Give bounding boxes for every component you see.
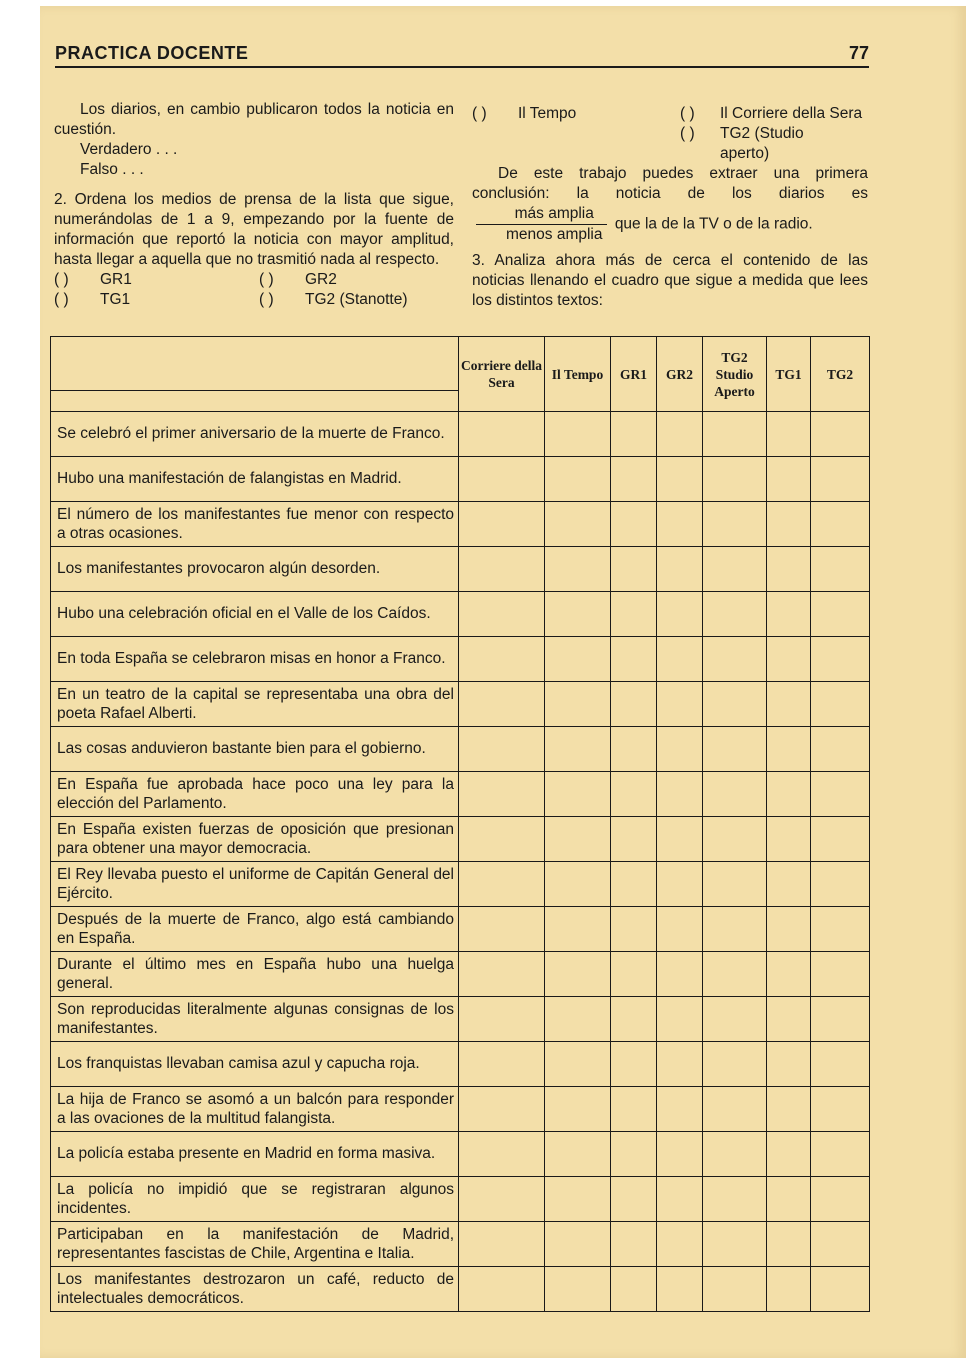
answer-cell[interactable] (811, 772, 870, 817)
answer-cell[interactable] (703, 412, 767, 457)
conclusion-text (472, 164, 868, 245)
answer-cell[interactable] (767, 457, 811, 502)
answer-cell[interactable] (767, 907, 811, 952)
statement-cell: La policía no impidió que se registraran algunos incidentes. (51, 1177, 459, 1222)
answer-cell[interactable] (811, 637, 870, 682)
conclusion-end: que la de la TV o de la radio. (614, 215, 813, 233)
answer-cell[interactable] (545, 1222, 611, 1267)
option-label: GR2 (305, 271, 337, 288)
answer-cell[interactable] (811, 457, 870, 502)
answer-cell[interactable] (811, 1267, 870, 1312)
answer-cell[interactable] (611, 1177, 657, 1222)
answer-cell[interactable] (545, 502, 611, 547)
answer-cell[interactable] (811, 997, 870, 1042)
option-label: GR1 (100, 271, 132, 288)
answer-cell[interactable] (611, 592, 657, 637)
answer-cell[interactable] (545, 457, 611, 502)
answer-cell[interactable] (767, 817, 811, 862)
answer-cell[interactable] (459, 547, 545, 592)
answer-cell[interactable] (703, 817, 767, 862)
statement-cell: Participaban en la manifestación de Madrid, representantes fascistas de Chile, Argentina e Italia. (51, 1222, 459, 1267)
table-row (51, 637, 870, 682)
answer-cell[interactable] (703, 547, 767, 592)
answer-cell[interactable] (767, 637, 811, 682)
answer-cell[interactable] (459, 1042, 545, 1087)
column-header: TG1 (767, 337, 811, 412)
answer-cell[interactable] (611, 952, 657, 997)
column-header: GR1 (611, 337, 657, 412)
table-row (51, 907, 870, 952)
answer-cell[interactable] (657, 727, 703, 772)
table-row (51, 682, 870, 727)
answer-cell[interactable] (459, 862, 545, 907)
answer-cell[interactable] (611, 1132, 657, 1177)
answer-cell[interactable] (657, 502, 703, 547)
answer-cell[interactable] (767, 1222, 811, 1267)
answer-cell[interactable] (459, 502, 545, 547)
answer-cell[interactable] (611, 817, 657, 862)
answer-cell[interactable] (459, 907, 545, 952)
answer-cell[interactable] (545, 637, 611, 682)
answer-cell[interactable] (459, 997, 545, 1042)
answer-cell[interactable] (611, 547, 657, 592)
answer-cell[interactable] (767, 1042, 811, 1087)
answer-cell[interactable] (545, 862, 611, 907)
table-row (51, 772, 870, 817)
answer-cell[interactable] (611, 502, 657, 547)
answer-cell[interactable] (767, 412, 811, 457)
answer-cell[interactable] (703, 1087, 767, 1132)
statement-cell: Hubo una manifestación de falangistas en Madrid. (51, 457, 459, 502)
answer-cell[interactable] (545, 1132, 611, 1177)
page-number: 77 (848, 43, 869, 63)
option-label: Il Corriere della Sera (720, 105, 863, 122)
answer-cell[interactable] (811, 727, 870, 772)
answer-cell[interactable] (545, 682, 611, 727)
statement-text: Los diarios, en cambio publicaron todos la noticia en cuestión. (54, 101, 454, 138)
answer-cell[interactable] (811, 907, 870, 952)
column-header: GR2 (657, 337, 703, 412)
answer-cell[interactable] (811, 682, 870, 727)
checkbox[interactable]: ( ) (472, 105, 487, 122)
answer-cell[interactable] (703, 682, 767, 727)
answer-cell[interactable] (545, 772, 611, 817)
answer-cell[interactable] (811, 547, 870, 592)
answer-cell[interactable] (459, 637, 545, 682)
more-ample-option: más amplia (476, 204, 607, 225)
answer-cell[interactable] (767, 772, 811, 817)
table-row (51, 1042, 870, 1087)
answer-cell[interactable] (545, 727, 611, 772)
answer-cell[interactable] (657, 772, 703, 817)
answer-cell[interactable] (459, 772, 545, 817)
answer-cell[interactable] (657, 997, 703, 1042)
answer-cell[interactable] (703, 1042, 767, 1087)
check-item (54, 270, 259, 290)
right-column (472, 104, 868, 311)
answer-cell[interactable] (703, 862, 767, 907)
statement-cell: Las cosas anduvieron bastante bien para el gobierno. (51, 727, 459, 772)
answer-cell[interactable] (545, 817, 611, 862)
table-row (51, 457, 870, 502)
answer-cell[interactable] (767, 862, 811, 907)
check-stack (678, 104, 868, 164)
answer-cell[interactable] (811, 1087, 870, 1132)
answer-cell[interactable] (767, 997, 811, 1042)
statement-cell: El Rey llevaba puesto el uniforme de Capitán General del Ejército. (51, 862, 459, 907)
table-row (51, 862, 870, 907)
answer-cell[interactable] (657, 1177, 703, 1222)
answer-cell[interactable] (657, 1042, 703, 1087)
answer-cell[interactable] (657, 1087, 703, 1132)
answer-cell[interactable] (611, 862, 657, 907)
answer-cell[interactable] (703, 1222, 767, 1267)
answer-cell[interactable] (811, 1042, 870, 1087)
answer-cell[interactable] (611, 682, 657, 727)
answer-cell[interactable] (767, 952, 811, 997)
true-option: Verdadero . . . (80, 141, 178, 158)
answer-cell[interactable] (459, 457, 545, 502)
option-label: Il Tempo (518, 105, 577, 122)
answer-cell[interactable] (657, 817, 703, 862)
question-2: 2. Ordena los medios de prensa de la lista que sigue, numerándolas de 1 a 9, empezando por la fuente de información que reportó la noticia con mayor amplitud, hasta llegar a aquella que no trasmitió nada al respecto. (54, 191, 454, 268)
answer-cell[interactable] (611, 727, 657, 772)
statement-cell: Después de la muerte de Franco, algo está cambiando en España. (51, 907, 459, 952)
table-row (51, 1222, 870, 1267)
statement-header-cell (51, 337, 459, 412)
answer-cell[interactable] (811, 817, 870, 862)
check-item (680, 124, 868, 164)
answer-cell[interactable] (767, 727, 811, 772)
column-header: Corriere della Sera (459, 337, 545, 412)
table-row (51, 727, 870, 772)
answer-cell[interactable] (611, 1042, 657, 1087)
media-checklist-left (54, 270, 454, 310)
answer-cell[interactable] (611, 772, 657, 817)
analysis-table (50, 336, 870, 1312)
column-header: TG2 (811, 337, 870, 412)
answer-cell[interactable] (611, 1087, 657, 1132)
answer-cell[interactable] (811, 862, 870, 907)
check-item (472, 104, 576, 124)
answer-cell[interactable] (611, 997, 657, 1042)
answer-cell[interactable] (545, 592, 611, 637)
amplitude-choice (476, 204, 607, 245)
answer-cell[interactable] (767, 1177, 811, 1222)
statement-cell: La hija de Franco se asomó a un balcón para responder a las ovaciones de la multitud falangista. (51, 1087, 459, 1132)
answer-cell[interactable] (657, 457, 703, 502)
answer-cell[interactable] (545, 952, 611, 997)
check-item (680, 104, 868, 124)
answer-cell[interactable] (545, 1267, 611, 1312)
checkbox[interactable]: ( ) (54, 271, 69, 288)
answer-cell[interactable] (611, 1267, 657, 1312)
answer-cell[interactable] (703, 772, 767, 817)
table-row (51, 1087, 870, 1132)
answer-cell[interactable] (459, 1132, 545, 1177)
section-title: PRACTICA DOCENTE (55, 43, 249, 63)
answer-cell[interactable] (459, 412, 545, 457)
answer-cell[interactable] (811, 1132, 870, 1177)
answer-cell[interactable] (545, 1177, 611, 1222)
left-column (54, 100, 454, 310)
answer-cell[interactable] (657, 952, 703, 997)
statement-cell: En un teatro de la capital se representaba una obra del poeta Rafael Alberti. (51, 682, 459, 727)
answer-cell[interactable] (611, 1222, 657, 1267)
option-label: TG2 (Stanotte) (305, 291, 408, 308)
option-label: TG1 (100, 291, 131, 308)
answer-cell[interactable] (703, 502, 767, 547)
answer-cell[interactable] (767, 1267, 811, 1312)
answer-cell[interactable] (703, 1267, 767, 1312)
table-row (51, 997, 870, 1042)
statement-cell: Se celebró el primer aniversario de la muerte de Franco. (51, 412, 459, 457)
less-ample-option: menos amplia (506, 226, 603, 243)
table-row (51, 547, 870, 592)
table-row (51, 502, 870, 547)
answer-cell[interactable] (545, 412, 611, 457)
answer-cell[interactable] (811, 952, 870, 997)
answer-cell[interactable] (811, 412, 870, 457)
answer-cell[interactable] (459, 592, 545, 637)
statement-cell: Los manifestantes provocaron algún desorden. (51, 547, 459, 592)
table-row (51, 412, 870, 457)
question-3: 3. Analiza ahora más de cerca el contenido de las noticias llenando el cuadro que sigue a medida que lees los distintos textos: (472, 252, 868, 309)
answer-cell[interactable] (703, 1132, 767, 1177)
statement-cell: Durante el último mes en España hubo una huelga general. (51, 952, 459, 997)
checkbox[interactable]: ( ) (259, 291, 274, 308)
statement-cell: Los franquistas llevaban camisa azul y capucha roja. (51, 1042, 459, 1087)
option-label: TG2 (Studio aperto) (720, 125, 804, 162)
answer-cell[interactable] (767, 547, 811, 592)
table-row (51, 1132, 870, 1177)
checkbox[interactable]: ( ) (54, 291, 69, 308)
answer-cell[interactable] (545, 547, 611, 592)
table-row (51, 1267, 870, 1312)
false-option: Falso . . . (80, 161, 144, 178)
check-item (259, 270, 454, 290)
answer-cell[interactable] (703, 952, 767, 997)
column-header: Il Tempo (545, 337, 611, 412)
answer-cell[interactable] (459, 682, 545, 727)
answer-cell[interactable] (611, 907, 657, 952)
answer-cell[interactable] (657, 547, 703, 592)
answer-cell[interactable] (703, 457, 767, 502)
answer-cell[interactable] (657, 1222, 703, 1267)
answer-cell[interactable] (657, 682, 703, 727)
answer-cell[interactable] (459, 1177, 545, 1222)
statement-cell: Los manifestantes destrozaron un café, reducto de intelectuales democráticos. (51, 1267, 459, 1312)
answer-cell[interactable] (545, 1087, 611, 1132)
statement-cell: El número de los manifestantes fue menor con respecto a otras ocasiones. (51, 502, 459, 547)
page-header (55, 38, 869, 68)
answer-cell[interactable] (767, 1087, 811, 1132)
answer-cell[interactable] (767, 682, 811, 727)
column-header: TG2 Studio Aperto (703, 337, 767, 412)
table-row (51, 592, 870, 637)
answer-cell[interactable] (657, 907, 703, 952)
check-item (259, 290, 454, 310)
answer-cell[interactable] (703, 997, 767, 1042)
answer-cell[interactable] (459, 817, 545, 862)
answer-cell[interactable] (657, 1267, 703, 1312)
statement-cell: Son reproducidas literalmente algunas consignas de los manifestantes. (51, 997, 459, 1042)
statement-cell: En toda España se celebraron misas en honor a Franco. (51, 637, 459, 682)
answer-cell[interactable] (703, 1177, 767, 1222)
answer-cell[interactable] (767, 502, 811, 547)
answer-cell[interactable] (767, 592, 811, 637)
check-item (54, 290, 259, 310)
answer-cell[interactable] (703, 637, 767, 682)
answer-cell[interactable] (459, 952, 545, 997)
answer-cell[interactable] (811, 502, 870, 547)
answer-cell[interactable] (703, 592, 767, 637)
table-header-row (51, 337, 870, 412)
answer-cell[interactable] (459, 1087, 545, 1132)
answer-cell[interactable] (703, 727, 767, 772)
table-row (51, 817, 870, 862)
checkbox[interactable]: ( ) (680, 105, 695, 122)
conclusion-intro: De este trabajo puedes extraer una primera conclusión: la noticia de los diarios es (472, 165, 868, 202)
answer-cell[interactable] (545, 1042, 611, 1087)
answer-cell[interactable] (459, 1267, 545, 1312)
answer-cell[interactable] (657, 1132, 703, 1177)
answer-cell[interactable] (811, 592, 870, 637)
answer-cell[interactable] (811, 1222, 870, 1267)
answer-cell[interactable] (611, 412, 657, 457)
statement-cell: En España fue aprobada hace poco una ley para la elección del Parlamento. (51, 772, 459, 817)
answer-cell[interactable] (657, 592, 703, 637)
media-checklist-right (472, 104, 868, 164)
checkbox[interactable]: ( ) (680, 125, 695, 142)
answer-cell[interactable] (657, 862, 703, 907)
table-row (51, 1177, 870, 1222)
answer-cell[interactable] (657, 637, 703, 682)
answer-cell[interactable] (459, 727, 545, 772)
answer-cell[interactable] (611, 637, 657, 682)
answer-cell[interactable] (811, 1177, 870, 1222)
checkbox[interactable]: ( ) (259, 271, 274, 288)
table-row (51, 952, 870, 997)
answer-cell[interactable] (657, 412, 703, 457)
answer-cell[interactable] (545, 997, 611, 1042)
answer-cell[interactable] (767, 1132, 811, 1177)
answer-cell[interactable] (459, 1222, 545, 1267)
statement-cell: En España existen fuerzas de oposición que presionan para obtener una mayor democracia. (51, 817, 459, 862)
answer-cell[interactable] (611, 457, 657, 502)
statement-cell: La policía estaba presente en Madrid en forma masiva. (51, 1132, 459, 1177)
statement-cell: Hubo una celebración oficial en el Valle de los Caídos. (51, 592, 459, 637)
answer-cell[interactable] (545, 907, 611, 952)
answer-cell[interactable] (703, 907, 767, 952)
